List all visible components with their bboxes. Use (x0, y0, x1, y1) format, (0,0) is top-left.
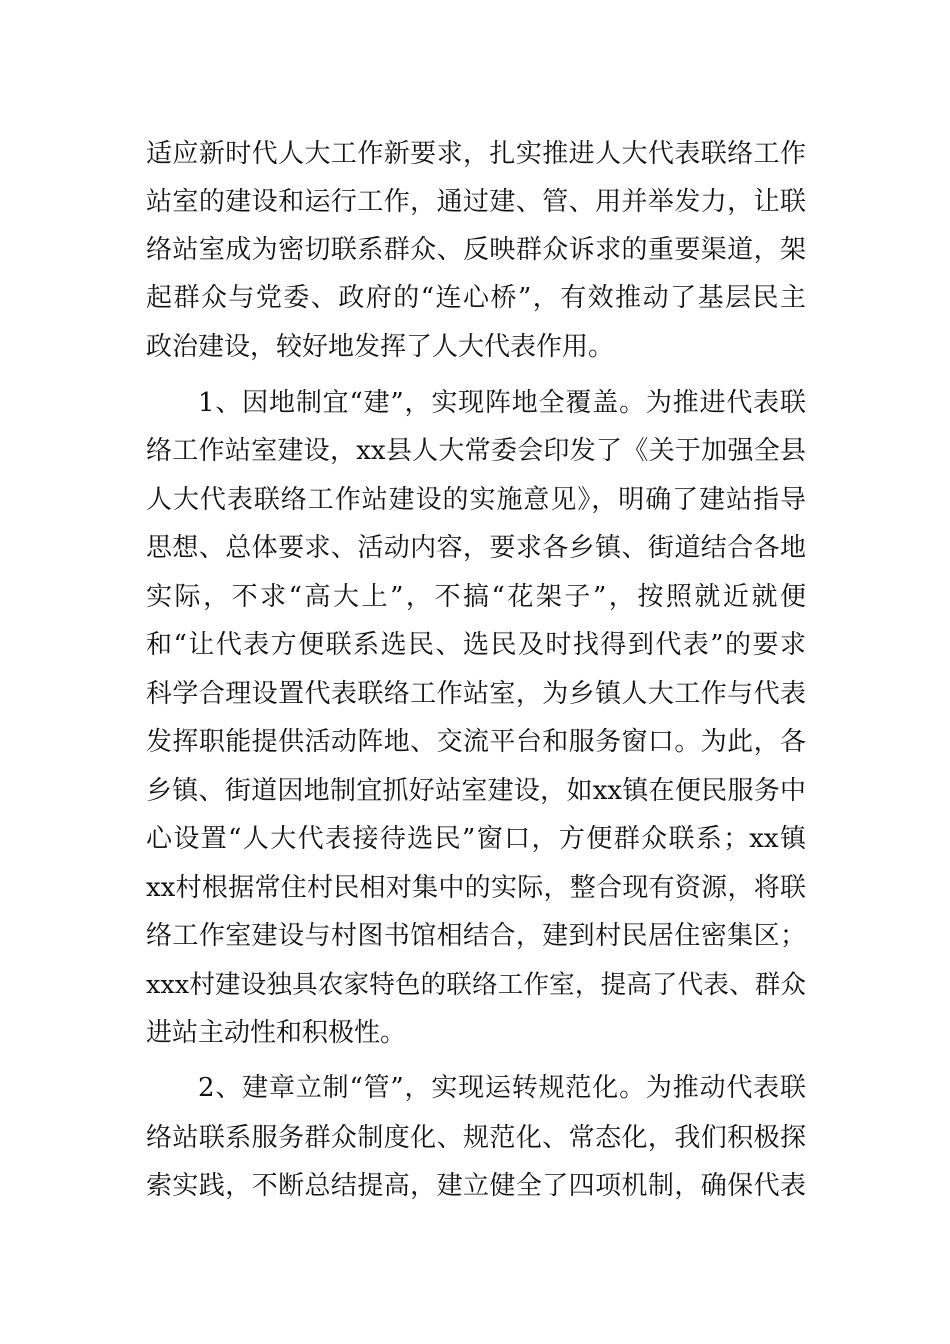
text-line: 索实践，不断总结提高，建立健全了四项机制，确保代表 (146, 1171, 806, 1201)
text-line: 站室的建设和运行工作，通过建、管、用并举发力，让联 (146, 187, 806, 217)
text-line: 1、因地制宜“建”，实现阵地全覆盖。为推进代表联 (198, 388, 806, 418)
text-line: 络工作室建设与村图书馆相结合，建到村民居住密集区； (146, 921, 806, 951)
text-line: 发挥职能提供活动阵地、交流平台和服务窗口。为此，各 (146, 727, 806, 757)
text-line: 和“让代表方便联系选民、选民及时找得到代表”的要求 (146, 630, 806, 660)
text-line: 进站主动性和积极性。 (146, 1018, 407, 1048)
text-line: 科学合理设置代表联络工作站室，为乡镇人大工作与代表 (146, 679, 806, 709)
text-line: 络站联系服务群众制度化、规范化、常态化，我们积极探 (146, 1123, 806, 1153)
text-line: 乡镇、街道因地制宜抓好站室建设，如xx镇在便民服务中 (146, 776, 806, 806)
text-line: xxx村建设独具农家特色的联络工作室，提高了代表、群众 (146, 970, 806, 1000)
text-line: xx村根据常住村民相对集中的实际，整合现有资源，将联 (146, 873, 806, 903)
text-line: 络站室成为密切联系群众、反映群众诉求的重要渠道，架 (146, 235, 806, 265)
text-line: 起群众与党委、政府的“连心桥”，有效推动了基层民主 (146, 283, 806, 313)
text-line: 实际，不求“高大上”，不搞“花架子”，按照就近就便 (146, 582, 806, 612)
text-line: 政治建设，较好地发挥了人大代表作用。 (146, 332, 615, 362)
text-line: 适应新时代人大工作新要求，扎实推进人大代表联络工作 (146, 139, 806, 169)
text-line: 络工作站室建设，xx县人大常委会印发了《关于加强全县 (146, 436, 806, 466)
text-line: 人大代表联络工作站建设的实施意见》，明确了建站指导 (146, 485, 806, 515)
text-line: 2、建章立制“管”，实现运转规范化。为推动代表联 (198, 1073, 806, 1103)
text-line: 思想、总体要求、活动内容，要求各乡镇、街道结合各地 (146, 533, 806, 563)
text-line: 心设置“人大代表接待选民”窗口，方便群众联系；xx镇 (146, 824, 806, 854)
